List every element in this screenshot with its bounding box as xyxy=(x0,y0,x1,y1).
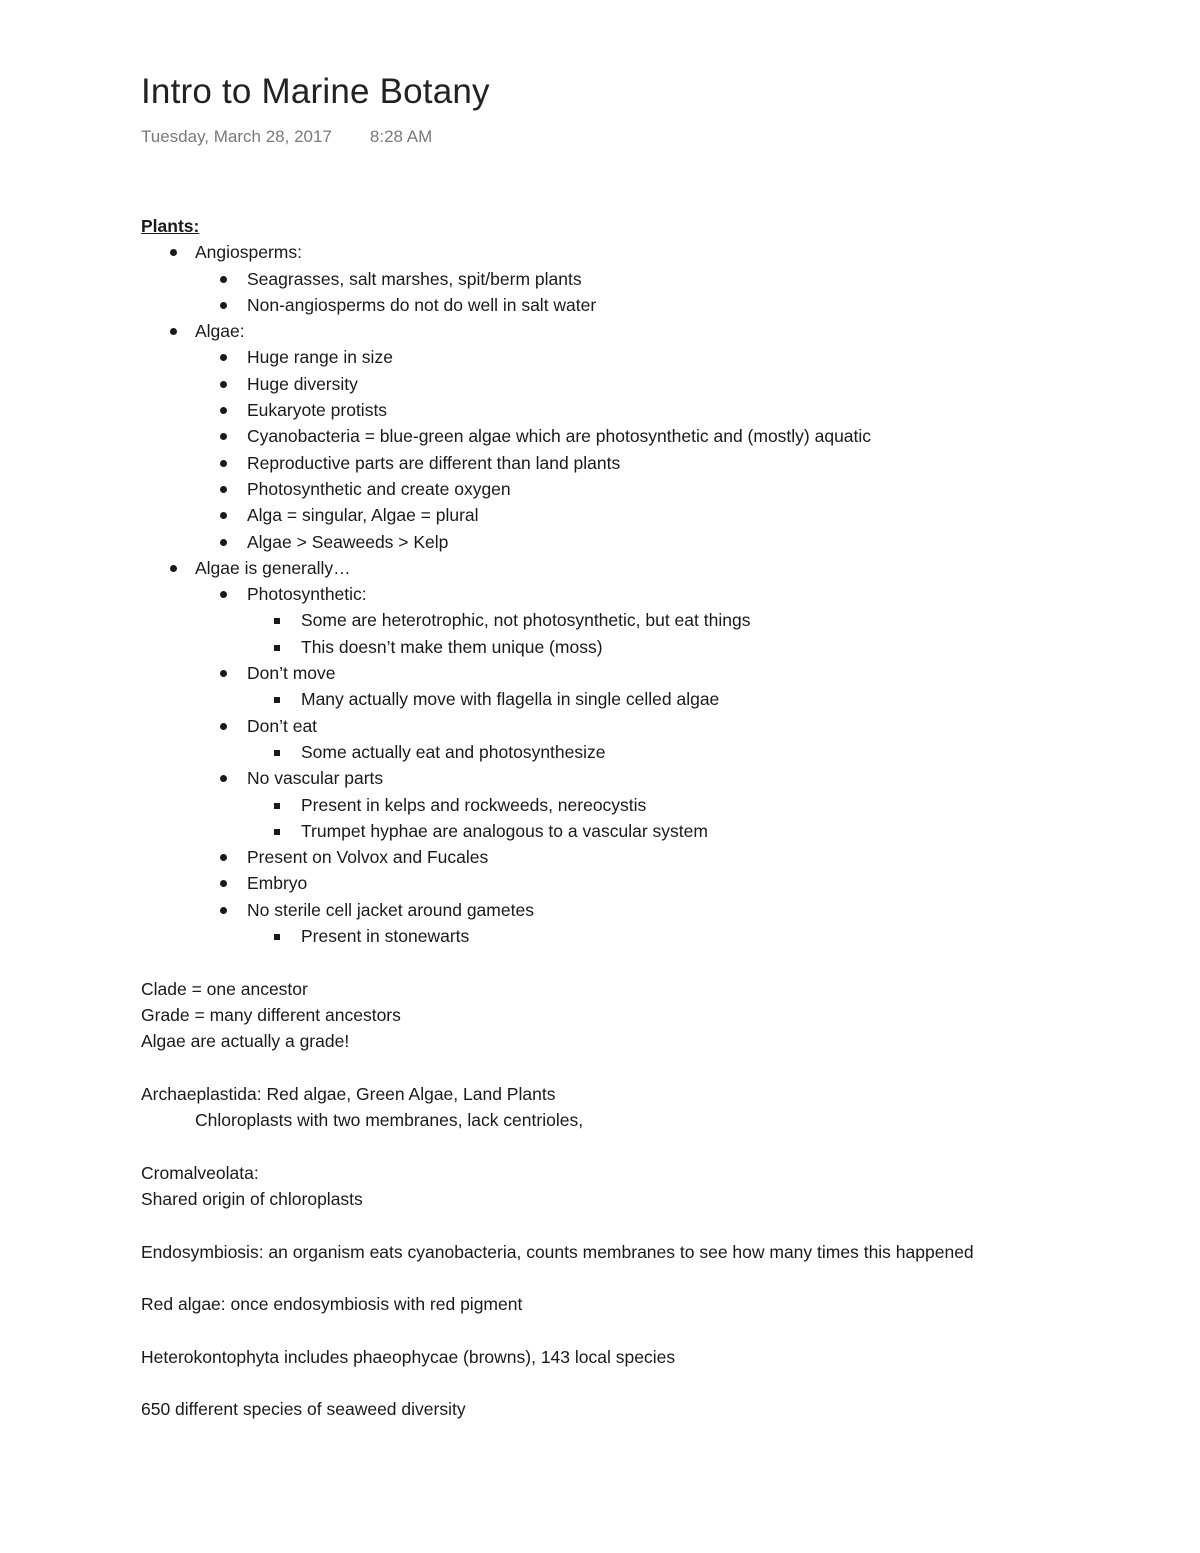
list-item: This doesn’t make them unique (moss) xyxy=(247,634,1141,660)
seaweed-line: 650 different species of seaweed diversity xyxy=(141,1399,466,1420)
red-algae-line: Red algae: once endosymbiosis with red pigment xyxy=(141,1294,523,1315)
list-item: Present on Volvox and Fucales xyxy=(195,844,1141,870)
list-item: Some actually eat and photosynthesize xyxy=(247,739,1141,765)
list-item: Huge diversity xyxy=(195,371,1141,397)
note-date: Tuesday, March 28, 2017 xyxy=(141,127,332,146)
list-item: Cyanobacteria = blue-green algae which are photosynthetic and (mostly) aquatic xyxy=(195,423,1141,449)
list-item xyxy=(141,318,1141,555)
sterile-label: No sterile cell jacket around gametes xyxy=(247,899,534,920)
list-item: Many actually move with flagella in single celled algae xyxy=(247,686,1141,712)
paragraph-line: Clade = one ancestor xyxy=(141,978,308,999)
note-time: 8:28 AM xyxy=(369,127,433,146)
cromalveolata-line: Cromalveolata: xyxy=(141,1162,259,1183)
dont-eat-label: Don’t eat xyxy=(247,715,318,736)
heterokontophyta-line: Heterokontophyta includes phaeophycae (browns), 143 local species xyxy=(141,1346,676,1367)
list-item: Non-angiosperms do not do well in salt water xyxy=(195,292,1141,318)
photosynthetic-label: Photosynthetic: xyxy=(247,584,367,605)
algae-generally-label: Algae is generally… xyxy=(195,557,351,578)
archaeplastida-sub: Chloroplasts with two membranes, lack centrioles, xyxy=(195,1110,584,1131)
paragraph-line: Algae are actually a grade! xyxy=(141,1031,350,1052)
plants-list xyxy=(141,239,1141,949)
list-item: Algae > Seaweeds > Kelp xyxy=(195,529,1141,555)
no-vascular-label: No vascular parts xyxy=(247,768,384,789)
list-item xyxy=(195,765,1141,844)
list-item xyxy=(195,660,1141,713)
list-item xyxy=(195,713,1141,766)
list-item: Reproductive parts are different than land plants xyxy=(195,450,1141,476)
list-item: Huge range in size xyxy=(195,344,1141,370)
note-body xyxy=(141,213,1141,1423)
note-timestamp xyxy=(141,127,432,147)
cromalveolata-sub: Shared origin of chloroplasts xyxy=(141,1188,363,1209)
list-item: Trumpet hyphae are analogous to a vascular system xyxy=(247,818,1141,844)
endosymbiosis-paragraph: Endosymbiosis: an organism eats cyanobacteria, counts membranes to see how many times this happened xyxy=(141,1241,974,1262)
list-item: Present in stonewarts xyxy=(247,923,1141,949)
list-item xyxy=(141,555,1141,949)
archaeplastida-line: Archaeplastida: Red algae, Green Algae, Land Plants xyxy=(141,1083,556,1104)
list-item: Alga = singular, Algae = plural xyxy=(195,502,1141,528)
page-title: Intro to Marine Botany xyxy=(141,72,490,111)
list-item: Seagrasses, salt marshes, spit/berm plants xyxy=(195,266,1141,292)
list-item: Photosynthetic and create oxygen xyxy=(195,476,1141,502)
section-heading-plants: Plants: xyxy=(141,216,200,236)
angiosperms-label: Angiosperms: xyxy=(195,242,302,263)
list-item: Present in kelps and rockweeds, nereocystis xyxy=(247,792,1141,818)
list-item xyxy=(141,239,1141,318)
list-item: Embryo xyxy=(195,870,1141,896)
list-item: Some are heterotrophic, not photosynthetic, but eat things xyxy=(247,607,1141,633)
dont-move-label: Don’t move xyxy=(247,663,336,684)
list-item: Eukaryote protists xyxy=(195,397,1141,423)
algae-label: Algae: xyxy=(195,321,245,342)
list-item xyxy=(195,581,1141,660)
list-item xyxy=(195,897,1141,950)
paragraph-line: Grade = many different ancestors xyxy=(141,1004,401,1025)
